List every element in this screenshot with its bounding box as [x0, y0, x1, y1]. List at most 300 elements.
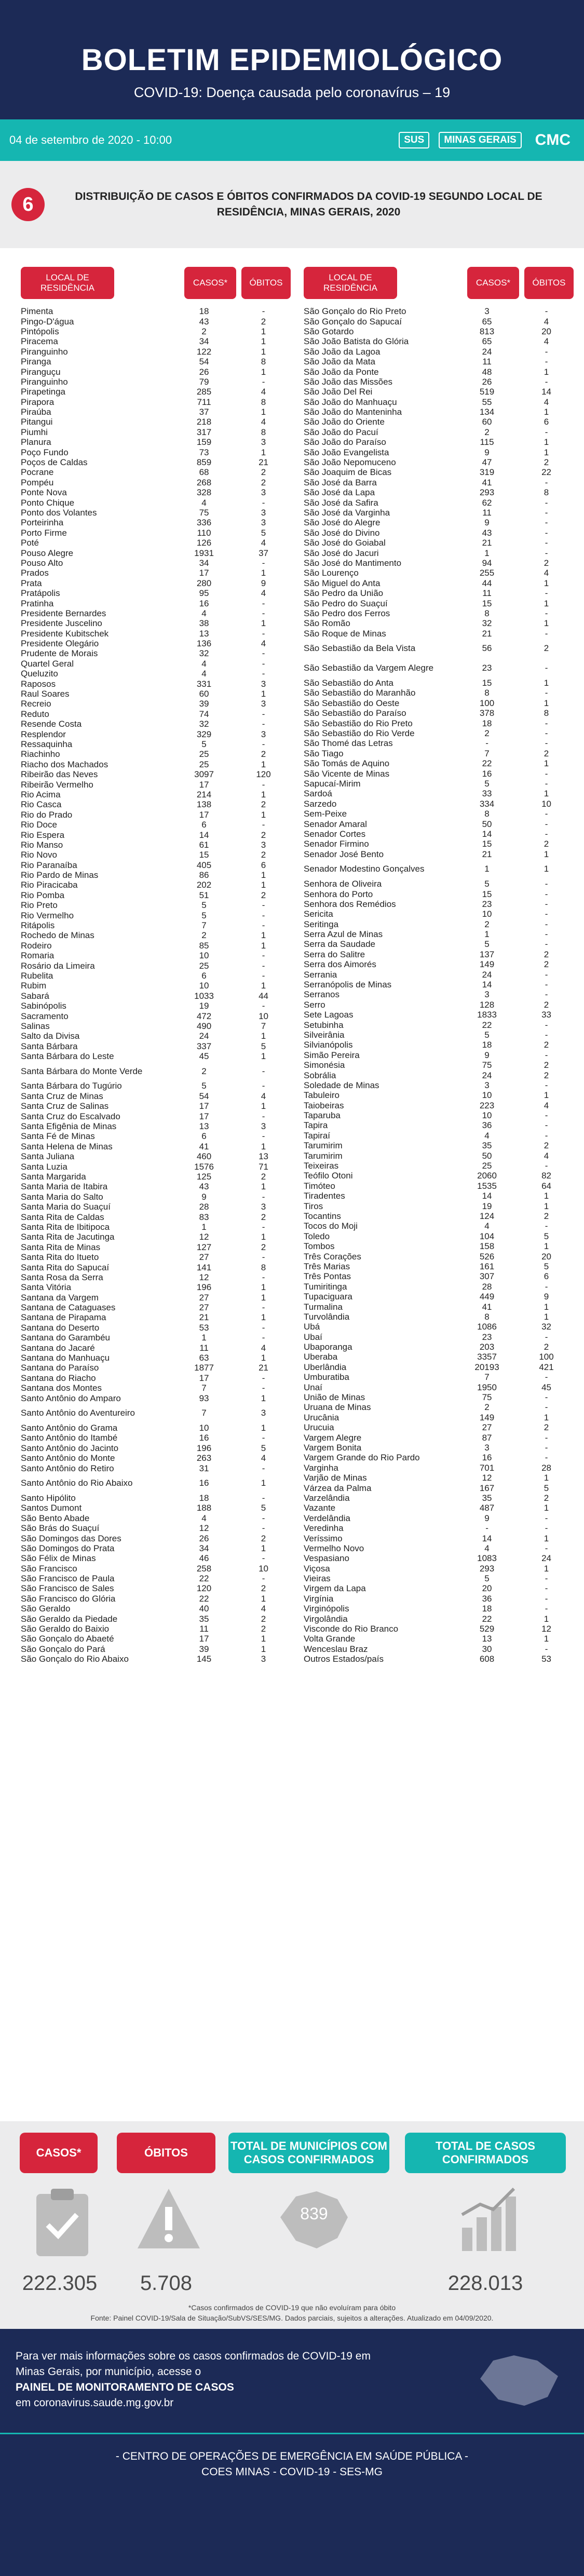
casos-value: 813 [479, 326, 495, 336]
municipio-name: Ponto dos Volantes [21, 508, 97, 518]
obitos-value: 421 [539, 1362, 554, 1372]
casos-value: 214 [196, 789, 212, 799]
casos-value: 44 [482, 578, 492, 588]
cmc-logo: CMC [535, 131, 571, 148]
table-row [21, 1373, 291, 1383]
table-row [21, 1383, 291, 1393]
obitos-value: - [262, 1373, 265, 1383]
table-row [304, 1000, 574, 1010]
obitos-value: 1 [261, 870, 266, 880]
obitos-value: 4 [544, 1150, 549, 1161]
municipio-name: Teixeiras [304, 1161, 339, 1171]
municipio-name: São Vicente de Minas [304, 768, 390, 779]
municipio-name: Uberaba [304, 1352, 338, 1362]
casos-value: 120 [196, 1583, 212, 1594]
municipio-name: Rio Novo [21, 850, 57, 860]
obitos-value: - [545, 357, 548, 367]
table-row [304, 568, 574, 578]
casos-value: 45 [199, 1051, 209, 1062]
casos-value: 10 [482, 1090, 492, 1101]
table-row [21, 1644, 291, 1654]
casos-value: 100 [479, 698, 495, 708]
casos-value: 54 [199, 357, 209, 367]
obitos-value: 1 [544, 437, 549, 448]
obitos-value: - [262, 1272, 265, 1282]
casos-value: 22 [482, 1020, 492, 1030]
casos-value: 258 [196, 1563, 212, 1574]
obitos-value: - [545, 1130, 548, 1141]
casos-value: 15 [482, 598, 492, 608]
casos-value: 10 [482, 909, 492, 919]
municipio-name: Rio Manso [21, 839, 63, 850]
obitos-value: - [262, 658, 265, 669]
casos-value: 14 [482, 980, 492, 990]
table-row [21, 1051, 291, 1061]
municipio-name: São Francisco de Paula [21, 1574, 115, 1584]
table-row [304, 357, 574, 367]
casos-value: 75 [199, 508, 209, 518]
table-row [304, 1473, 574, 1483]
obitos-value: 1 [261, 1644, 266, 1654]
table-row [21, 427, 291, 437]
table-row [21, 618, 291, 628]
cases-table [0, 248, 584, 2121]
obitos-value: 3 [261, 699, 266, 709]
table-row [304, 629, 574, 639]
casos-value: 145 [196, 1654, 212, 1664]
municipio-name: Santo Antônio do Itambé [21, 1433, 118, 1443]
table-row [304, 1191, 574, 1201]
table-row [21, 860, 291, 870]
obitos-value: 3 [261, 1121, 266, 1132]
casos-value: 16 [199, 1433, 209, 1443]
obitos-value: 2 [544, 999, 549, 1010]
obitos-value: 3 [261, 1202, 266, 1212]
table-row [21, 1192, 291, 1202]
municipio-name: Santo Antônio do Rio Abaixo [21, 1478, 133, 1488]
obitos-value: - [545, 508, 548, 518]
obitos-value: - [545, 1402, 548, 1413]
casos-value: 196 [196, 1443, 212, 1453]
municipio-name: São José da Varginha [304, 508, 390, 518]
municipio-name: Resplendor [21, 729, 66, 739]
obitos-value: 1 [261, 447, 266, 457]
municipio-name: Serrania [304, 969, 337, 980]
table-row [21, 407, 291, 417]
obitos-value: 1 [261, 981, 266, 991]
table-row [304, 336, 574, 346]
municipio-name: Riachinho [21, 749, 60, 760]
municipio-name: Santana do Manhuaçu [21, 1353, 110, 1363]
obitos-value: 4 [261, 1453, 266, 1463]
obitos-value: 1 [544, 1412, 549, 1422]
municipio-name: Rio Acima [21, 789, 61, 799]
table-row [21, 1011, 291, 1021]
date-bar [0, 119, 584, 161]
obitos-value: 1 [261, 1593, 266, 1604]
obitos-value: 1 [261, 689, 266, 699]
obitos-value: 3 [261, 518, 266, 528]
casos-value: 48 [482, 367, 492, 377]
table-row [304, 1221, 574, 1231]
municipio-name: São Joaquim de Bicas [304, 467, 392, 478]
casos-value: 18 [199, 306, 209, 317]
table-row [21, 306, 291, 316]
obitos-value: 3 [261, 487, 266, 498]
municipio-name: Santo Hipólito [21, 1493, 76, 1503]
municipio-name: Seritinga [304, 919, 339, 929]
municipio-name: Sarzedo [304, 798, 337, 809]
obitos-value: - [262, 910, 265, 920]
table-row [304, 306, 574, 316]
header-casos: CASOS* [184, 267, 236, 299]
casos-value: 65 [482, 336, 492, 347]
table-row [21, 1242, 291, 1252]
casos-value: 75 [482, 1060, 492, 1070]
casos-value: 41 [199, 1141, 209, 1151]
municipio-name: Santana do Riacho [21, 1373, 96, 1383]
table-row [304, 839, 574, 849]
obitos-value: - [545, 497, 548, 508]
municipio-name: Pintópolis [21, 326, 59, 336]
header-casos: CASOS* [467, 267, 519, 299]
table-row [21, 1553, 291, 1563]
obitos-value: 1 [261, 1543, 266, 1553]
casos-value: 8 [484, 688, 490, 698]
casos-value: 2 [201, 1066, 207, 1076]
casos-value: 62 [482, 497, 492, 508]
table-row [304, 1422, 574, 1432]
table-row [21, 1142, 291, 1151]
municipio-name: Planura [21, 437, 51, 448]
municipio-name: São José da Safira [304, 497, 378, 508]
casos-value: 110 [197, 527, 211, 538]
casos-value: 188 [196, 1503, 212, 1513]
casos-value: 14 [199, 830, 209, 840]
municipio-name: Santa Maria do Suaçuí [21, 1202, 111, 1212]
obitos-value: - [545, 608, 548, 618]
municipio-name: Senador Modestino Gonçalves [304, 864, 425, 874]
table-row [21, 1634, 291, 1644]
table-row [304, 427, 574, 437]
table-row [304, 377, 574, 387]
obitos-value: 4 [544, 336, 549, 347]
obitos-value: - [545, 989, 548, 1000]
obitos-value: 10 [259, 1011, 268, 1021]
casos-value: 79 [199, 376, 209, 387]
casos-value: 159 [196, 437, 212, 448]
municipio-name: São Pedro do Suaçuí [304, 598, 388, 608]
table-row [304, 528, 574, 538]
municipio-name: Piracema [21, 336, 58, 347]
obitos-value: 1 [261, 1031, 266, 1041]
municipio-name: Santa Maria do Salto [21, 1191, 103, 1202]
obitos-value: 3 [261, 679, 266, 689]
casos-value: 7 [484, 748, 490, 758]
municipio-name: Piranguinho [21, 346, 68, 357]
casos-value: - [485, 738, 488, 749]
table-row [304, 1282, 574, 1292]
obitos-value: - [545, 1029, 548, 1040]
obitos-value: 1 [261, 1634, 266, 1644]
obitos-value: - [262, 719, 265, 729]
obitos-value: - [545, 1604, 548, 1614]
obitos-value: 2 [261, 467, 266, 478]
casos-value: 134 [479, 407, 495, 417]
municipio-name: Senador Firmino [304, 839, 369, 849]
casos-value: 5 [484, 1029, 490, 1040]
casos-value: 3 [484, 1442, 490, 1453]
table-row [21, 1594, 291, 1604]
municipio-name: São João da Lagoa [304, 346, 381, 357]
obitos-value: 2 [544, 1040, 549, 1050]
table-row [21, 1212, 291, 1222]
table-row [304, 1030, 574, 1040]
casos-value: 26 [199, 1533, 209, 1543]
casos-value: 136 [196, 639, 212, 649]
obitos-value: 5 [544, 1261, 549, 1271]
table-row [304, 738, 574, 748]
table-row [21, 1453, 291, 1463]
obitos-value: - [262, 1303, 265, 1313]
casos-value: 8 [484, 608, 490, 618]
casos-value: 43 [199, 1182, 209, 1192]
obitos-value: 1 [544, 1090, 549, 1101]
table-row [304, 1624, 574, 1634]
obitos-value: - [262, 1523, 265, 1534]
casos-value: 11 [199, 1343, 209, 1353]
municipio-name: Vargem Alegre [304, 1432, 362, 1443]
municipio-name: São Sebastião da Bela Vista [304, 643, 416, 654]
municipio-name: São Geraldo [21, 1604, 71, 1614]
municipio-name: São João do Paraíso [304, 437, 386, 448]
table-row [21, 457, 291, 467]
obitos-value: 2 [261, 1172, 266, 1182]
table-row [304, 1322, 574, 1332]
minas-gerais-logo: MINAS GERAIS [439, 132, 521, 148]
obitos-value: 1 [261, 880, 266, 890]
casos-value: 11 [482, 357, 492, 367]
obitos-value: - [545, 829, 548, 839]
table-row [21, 769, 291, 779]
obitos-value: 100 [539, 1352, 554, 1362]
table-row [304, 588, 574, 598]
page-subtitle: COVID-19: Doença causada pelo coronavírus – 19 [133, 85, 451, 100]
table-row [21, 729, 291, 739]
casos-value: 1 [484, 864, 490, 874]
municipio-name: Ritápolis [21, 920, 55, 931]
table-row [21, 1343, 291, 1352]
cta-link-title[interactable]: PAINEL DE MONITORAMENTO DE CASOS [16, 2381, 234, 2393]
table-row [304, 708, 574, 718]
casos-value: 34 [199, 336, 209, 347]
table-row [21, 1303, 291, 1312]
obitos-value: 2 [261, 477, 266, 487]
table-row [21, 648, 291, 658]
municipio-name: Rubim [21, 981, 47, 991]
casos-value: 60 [199, 689, 209, 699]
table-row [21, 799, 291, 809]
municipio-name: Rochedo de Minas [21, 930, 94, 941]
header [0, 0, 584, 119]
obitos-value: 6 [544, 417, 549, 427]
obitos-value: 2 [261, 316, 266, 327]
obitos-value: - [262, 376, 265, 387]
warning-icon [135, 2186, 202, 2251]
table-row [21, 1172, 291, 1182]
table-row [21, 910, 291, 920]
table-row [304, 1453, 574, 1462]
obitos-value: - [262, 920, 265, 931]
obitos-value: 1 [261, 367, 266, 377]
table-row [304, 889, 574, 899]
table-row [21, 820, 291, 830]
table-row [21, 1443, 291, 1453]
section-header [0, 161, 584, 248]
table-row [21, 1513, 291, 1523]
obitos-value: 1 [261, 407, 266, 417]
obitos-value: - [545, 1110, 548, 1121]
casos-value: 337 [196, 1041, 212, 1051]
municipio-name: Urucânia [304, 1412, 339, 1422]
casos-value: 30 [482, 1644, 492, 1654]
municipio-name: São Sebastião do Paraíso [304, 708, 406, 718]
table-row [21, 749, 291, 759]
obitos-value: 1 [261, 1393, 266, 1403]
casos-value: 28 [482, 1281, 492, 1292]
obitos-value: - [262, 1252, 265, 1263]
table-row [304, 1644, 574, 1654]
table-row [21, 840, 291, 850]
casos-value: 21 [482, 628, 492, 639]
obitos-value: 1 [261, 1232, 266, 1242]
obitos-value: 4 [261, 417, 266, 427]
municipio-name: São Gonçalo do Sapucaí [304, 316, 402, 327]
obitos-value: - [545, 306, 548, 317]
table-row [21, 518, 291, 527]
obitos-value: - [545, 1453, 548, 1463]
casos-value: 1877 [194, 1363, 214, 1373]
casos-value: - [485, 1523, 488, 1534]
casos-value: 17 [199, 568, 209, 578]
casos-value: 487 [479, 1503, 495, 1513]
table-row [304, 316, 574, 326]
obitos-value: 1 [544, 367, 549, 377]
casos-value: 32 [482, 618, 492, 629]
table-row [21, 1262, 291, 1272]
municipio-name: São Sebastião do Rio Verde [304, 728, 415, 739]
table-row [21, 1563, 291, 1573]
obitos-value: - [545, 663, 548, 673]
obitos-value: - [262, 558, 265, 568]
municipio-name: São Sebastião do Oeste [304, 698, 400, 708]
obitos-value: 44 [259, 991, 268, 1001]
casos-value: 50 [482, 1150, 492, 1161]
municipio-name: Sardoá [304, 789, 332, 799]
casos-value: 3357 [477, 1352, 497, 1362]
table-row [21, 1493, 291, 1503]
footer-line: - CENTRO DE OPERAÇÕES DE EMERGÊNCIA EM SAÚDE PÚBLICA - [115, 2450, 469, 2462]
table-row [21, 598, 291, 608]
casos-value: 10 [199, 951, 209, 961]
table-row [304, 478, 574, 487]
obitos-value: 5 [261, 527, 266, 538]
casos-value: 10 [482, 1110, 492, 1121]
casos-value: 331 [196, 679, 212, 689]
table-row [304, 950, 574, 959]
municipio-name: Santa Bárbara do Leste [21, 1051, 114, 1062]
casos-value: 149 [479, 1412, 495, 1422]
municipio-name: São Pedro da União [304, 588, 384, 599]
casos-value: 35 [482, 1141, 492, 1151]
municipio-name: Ubá [304, 1322, 320, 1332]
obitos-value: - [262, 709, 265, 719]
cta-url[interactable]: em coronavirus.saude.mg.gov.br [16, 2397, 174, 2409]
casos-value: 10 [199, 981, 209, 991]
casos-value: 41 [482, 1301, 492, 1312]
municipio-name: Santa Rita de Jacutinga [21, 1232, 115, 1242]
casos-value: 17 [199, 1111, 209, 1121]
casos-value: 4 [201, 658, 207, 669]
table-row [21, 1333, 291, 1343]
casos-value: 4 [201, 497, 207, 508]
casos-value: 75 [482, 1392, 492, 1403]
casos-value: 3 [484, 306, 490, 317]
obitos-value: - [545, 819, 548, 829]
municipio-name: Santo Antônio do Jacinto [21, 1443, 119, 1453]
obitos-value: 4 [544, 397, 549, 407]
municipio-name: Ponto Chique [21, 497, 75, 508]
municipio-name: Serranos [304, 989, 339, 1000]
municipio-name: Urucuia [304, 1422, 334, 1433]
obitos-value: 1 [544, 1241, 549, 1252]
casos-value: 47 [482, 457, 492, 468]
municipio-name: Presidente Olegário [21, 639, 99, 649]
obitos-value: 2 [544, 643, 549, 654]
table-row [304, 508, 574, 518]
casos-value: 23 [482, 899, 492, 909]
obitos-value: - [545, 538, 548, 548]
casos-value: 16 [199, 1478, 209, 1488]
obitos-value: - [545, 919, 548, 929]
obitos-value: - [262, 1383, 265, 1393]
casos-value: 41 [482, 477, 492, 487]
table-row [304, 909, 574, 919]
table-row [304, 1231, 574, 1241]
obitos-value: - [545, 1513, 548, 1523]
municipio-name: Piranguçu [21, 367, 61, 377]
table-row [304, 1010, 574, 1020]
municipio-name: São José da Barra [304, 477, 377, 487]
table-row [21, 508, 291, 518]
municipio-name: Raul Soares [21, 689, 70, 699]
table-row [304, 829, 574, 839]
obitos-value: - [545, 738, 548, 749]
obitos-value: 2 [261, 749, 266, 760]
obitos-value: 21 [259, 457, 268, 468]
municipio-name: Piranga [21, 357, 51, 367]
municipio-name: Riacho dos Machados [21, 759, 108, 769]
table-row [304, 347, 574, 357]
table-row [21, 387, 291, 397]
table-row [21, 487, 291, 497]
table-rows-right [304, 306, 574, 1664]
casos-value: 93 [199, 1393, 209, 1403]
municipio-name: Virginópolis [304, 1604, 349, 1614]
table-row [21, 1393, 291, 1403]
municipio-name: Tiradentes [304, 1191, 345, 1201]
obitos-value: - [262, 900, 265, 911]
